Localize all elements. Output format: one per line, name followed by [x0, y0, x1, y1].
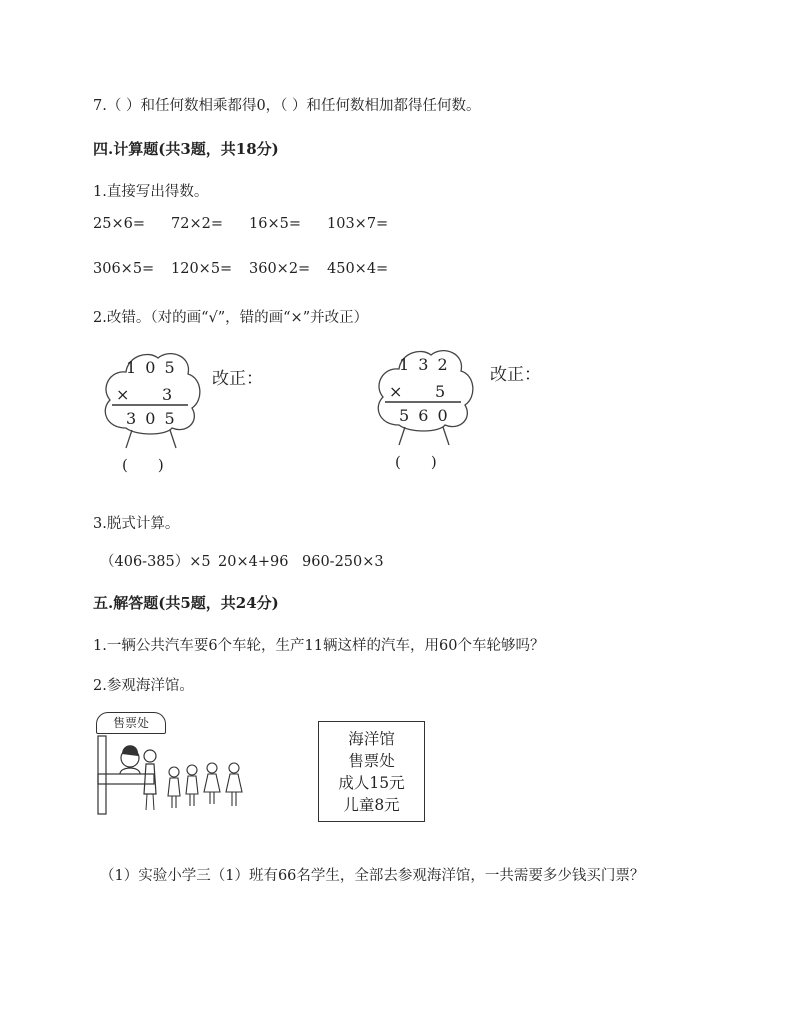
tree-multiplier: 3 [162, 385, 173, 404]
word-problem-2-label: 2.参观海洋馆。 [93, 678, 194, 694]
expr: 103×7= [327, 216, 389, 232]
expr: 72×2= [171, 216, 223, 232]
expr: 450×4= [327, 261, 389, 277]
calc-q2-label: 2.改错。（对的画“√”，错的画“×”并改正） [93, 310, 369, 326]
expr: 25×6= [93, 216, 145, 232]
sign-line: 售票处 [348, 752, 395, 770]
price-sign [318, 721, 425, 822]
calc-q3-items [100, 550, 384, 571]
booth-sign: 售票处 [96, 712, 166, 734]
expr: 120×5= [171, 261, 233, 277]
tree-top-number: 1 3 2 [399, 355, 450, 374]
sign-line: 海洋馆 [348, 730, 395, 748]
expr: 16×5= [249, 216, 301, 232]
tree-result: 3 0 5 [126, 409, 177, 428]
tree-multiplier: 5 [435, 382, 446, 401]
calc-q1-label: 1.直接写出得数。 [93, 184, 209, 200]
tree-answer-paren[interactable]: ( ) [122, 456, 164, 474]
correction-label-2: 改正： [490, 365, 541, 385]
tree-answer-paren[interactable]: ( ) [395, 453, 437, 471]
expr: 360×2= [249, 261, 311, 277]
word-problem-2-sub1: （1）实验小学三（1）班有66名学生，全部去参观海洋馆，一共需要多少钱买门票？ [100, 868, 645, 884]
sign-line: 成人15元 [338, 774, 405, 792]
expr: （406-385）×5 [100, 554, 211, 570]
question-7: 7.（ ）和任何数相乘都得0，（ ）和任何数相加都得任何数。 [93, 98, 481, 114]
correction-label-1: 改正： [212, 369, 263, 389]
expr: 960-250×3 [302, 554, 384, 570]
tree-times-sign: × [389, 382, 403, 401]
tree-times-sign: × [116, 385, 130, 404]
tree-figure-1 [96, 348, 206, 478]
word-problem-1: 1.一辆公共汽车要6个车轮，生产11辆这样的汽车，用60个车轮够吗？ [93, 638, 545, 654]
tree-result: 5 6 0 [399, 406, 450, 425]
ticket-booth-illustration [96, 712, 256, 826]
tree-top-number: 1 0 5 [126, 358, 177, 377]
sign-line: 儿童8元 [343, 796, 400, 814]
tree-figure-2 [369, 345, 479, 475]
section-4-title: 四.计算题(共3题，共18分) [93, 140, 279, 158]
calc-q1-row1 [93, 216, 388, 232]
expr: 20×4+96 [218, 554, 289, 570]
calc-q3-label: 3.脱式计算。 [93, 516, 180, 532]
calc-q1-row2 [93, 261, 388, 277]
expr: 306×5= [93, 261, 155, 277]
section-5-title: 五.解答题(共5题，共24分) [93, 594, 279, 612]
